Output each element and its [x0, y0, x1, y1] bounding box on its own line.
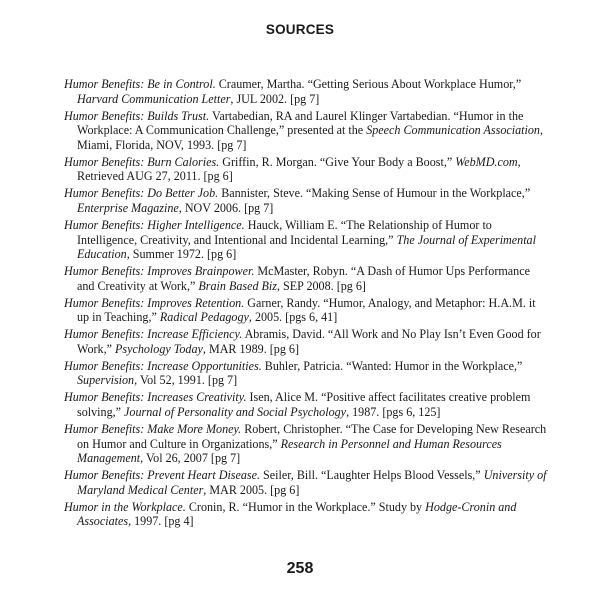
source-entry [64, 218, 548, 262]
entry-citation: Abramis, David. “All Work and No Play Isn’t Even Good for Work,” [77, 327, 541, 356]
entry-citation: Hauck, William E. “The Relationship of Humor to Intelligence, Creativity, and Intentional and Incidental Learning,” [77, 217, 492, 247]
entry-citation: Vartabedian, RA and Laurel Klinger Vartabedian. “Humor in the Workplace: A Communication Challenge,” presented at the [77, 108, 524, 138]
entry-details: , Summer 1972. [pg 6] [126, 247, 237, 262]
entry-topic: Humor Benefits: Increase Efficiency. [64, 327, 243, 342]
page-heading: SOURCES [265, 22, 335, 37]
entry-publication: Research in Personnel and Human Resources Management [77, 436, 502, 466]
entry-details: , 1997. [pg 4] [128, 514, 194, 529]
entry-publication: Journal of Personality and Social Psychology [124, 404, 347, 419]
entry-publication: Psychology Today [114, 341, 203, 356]
entry-details: , MAR 2005. [pg 6] [203, 482, 300, 497]
entry-topic: Humor Benefits: Improves Retention. [64, 295, 245, 310]
source-entry [64, 500, 548, 529]
entry-publication: Radical Pedagogy [159, 310, 249, 325]
entry-topic: Humor Benefits: Increases Creativity. [64, 390, 247, 405]
source-entry [64, 296, 548, 325]
entry-topic: Humor in the Workplace. [64, 499, 186, 514]
source-entry [64, 327, 548, 356]
source-entry [64, 155, 548, 184]
source-entry [64, 468, 548, 497]
entry-citation: Craumer, Martha. “Getting Serious About Workplace Humor,” [215, 77, 522, 91]
entry-details: , NOV 2006. [pg 7] [178, 200, 274, 215]
source-entry [64, 77, 548, 106]
entry-details: , SEP 2008. [pg 6] [277, 278, 366, 293]
entry-details: , Miami, Florida, NOV, 1993. [pg 7] [77, 123, 544, 152]
entry-details: , Vol 26, 2007 [pg 7] [140, 451, 241, 466]
entry-topic: Humor Benefits: Make More Money. [64, 421, 242, 436]
entry-citation: Robert, Christopher. “The Case for Developing New Research on Humor and Culture in Organizations,” [77, 421, 547, 451]
source-entry [64, 359, 548, 388]
entry-citation: Buhler, Patricia. “Wanted: Humor in the Workplace,” [261, 358, 523, 373]
entry-citation: Cronin, R. “Humor in the Workplace.” Study by [185, 499, 426, 514]
source-entry [64, 390, 548, 419]
page-number: 258 [286, 560, 314, 577]
entry-publication: Harvard Communication Letter [77, 91, 231, 106]
entry-topic: Humor Benefits: Do Better Job. [64, 186, 219, 201]
entry-details: , Retrieved AUG 27, 2011. [pg 6] [77, 154, 521, 184]
entry-citation: McMaster, Robyn. “A Dash of Humor Ups Performance and Creativity at Work,” [77, 264, 530, 293]
source-entry [64, 186, 548, 215]
entry-citation: Bannister, Steve. “Making Sense of Humour in the Workplace,” [218, 186, 531, 201]
entry-publication: University of Maryland Medical Center [77, 468, 547, 497]
entry-topic: Humor Benefits: Increase Opportunities. [64, 358, 262, 373]
entry-details: , MAR 1989. [pg 6] [202, 341, 299, 356]
entry-details: , Vol 52, 1991. [pg 7] [134, 373, 238, 388]
entry-details: , JUL 2002. [pg 7] [230, 91, 320, 106]
entry-citation: Seiler, Bill. “Laughter Helps Blood Vessels,” [260, 468, 484, 483]
entry-citation: Griffin, R. Morgan. “Give Your Body a Boost,” [219, 154, 456, 169]
entry-citation: Isen, Alice M. “Positive affect facilitates creative problem solving,” [77, 390, 531, 419]
entry-publication: Brain Based Biz [198, 278, 277, 293]
entry-details: , 2005. [pgs 6, 41] [248, 310, 338, 325]
entry-topic: Humor Benefits: Higher Intelligence. [64, 217, 245, 232]
entry-topic: Humor Benefits: Burn Calories. [64, 154, 220, 169]
sources-list [64, 77, 548, 531]
entry-topic: Humor Benefits: Builds Trust. [64, 108, 210, 123]
entry-details: , 1987. [pgs 6, 125] [346, 404, 441, 419]
entry-publication: Supervision [77, 373, 135, 388]
entry-publication: Speech Communication Association [366, 123, 540, 138]
entry-publication: WebMD.com [455, 154, 518, 169]
source-entry [64, 422, 548, 466]
entry-publication: Hodge-Cronin and Associates [77, 499, 517, 529]
entry-topic: Humor Benefits: Be in Control. [64, 77, 216, 91]
entry-topic: Humor Benefits: Improves Brainpower. [64, 264, 255, 279]
source-entry [64, 109, 548, 153]
entry-publication: The Journal of Experimental Education [77, 232, 536, 262]
entry-citation: Garner, Randy. “Humor, Analogy, and Metaphor: H.A.M. it up in Teaching,” [77, 295, 536, 325]
entry-topic: Humor Benefits: Prevent Heart Disease. [64, 468, 261, 483]
entry-publication: Enterprise Magazine [77, 200, 179, 215]
source-entry [64, 264, 548, 293]
